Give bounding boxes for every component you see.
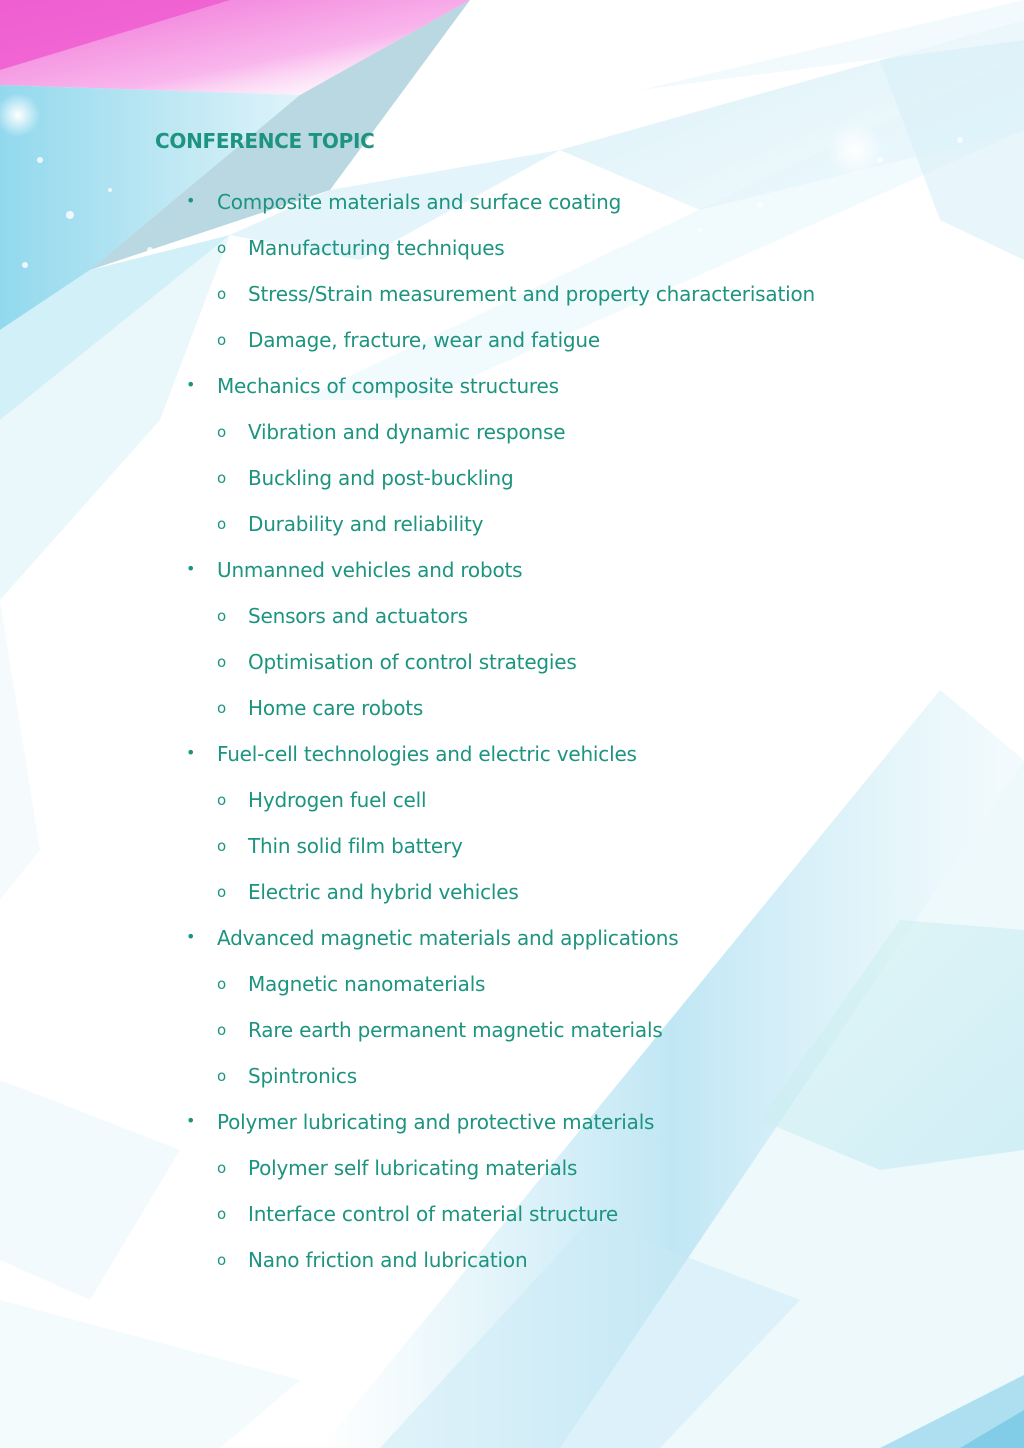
bullet-circle-icon: o <box>217 515 227 533</box>
bullet-dot-icon: • <box>186 1111 196 1130</box>
bullet-circle-icon: o <box>217 699 227 717</box>
bullet-circle-icon: o <box>217 1251 227 1269</box>
topic-label: Fuel-cell technologies and electric vehicles <box>217 742 637 766</box>
subtopic-item <box>0 418 1024 464</box>
subtopic-item <box>0 786 1024 832</box>
subtopic-label: Stress/Strain measurement and property characterisation <box>248 282 815 306</box>
subtopic-item <box>0 1200 1024 1246</box>
subtopic-label: Buckling and post-buckling <box>248 466 514 490</box>
topic-label: Mechanics of composite structures <box>217 374 559 398</box>
topic-label: Advanced magnetic materials and applications <box>217 926 679 950</box>
subtopic-label: Hydrogen fuel cell <box>248 788 427 812</box>
subtopic-label: Nano friction and lubrication <box>248 1248 528 1272</box>
topic-list <box>0 188 1024 1292</box>
bullet-circle-icon: o <box>217 1021 227 1039</box>
bullet-circle-icon: o <box>217 469 227 487</box>
subtopic-label: Polymer self lubricating materials <box>248 1156 578 1180</box>
subtopic-label: Optimisation of control strategies <box>248 650 577 674</box>
subtopic-label: Durability and reliability <box>248 512 484 536</box>
page-title: CONFERENCE TOPIC <box>155 129 375 153</box>
subtopic-item <box>0 280 1024 326</box>
subtopic-item <box>0 970 1024 1016</box>
subtopic-label: Thin solid film battery <box>248 834 463 858</box>
topic-label: Polymer lubricating and protective materials <box>217 1110 655 1134</box>
bullet-dot-icon: • <box>186 743 196 762</box>
bullet-dot-icon: • <box>186 927 196 946</box>
bullet-dot-icon: • <box>186 191 196 210</box>
topic-item <box>0 188 1024 234</box>
subtopic-item <box>0 878 1024 924</box>
subtopic-label: Sensors and actuators <box>248 604 468 628</box>
topic-item <box>0 556 1024 602</box>
bullet-circle-icon: o <box>217 883 227 901</box>
bullet-circle-icon: o <box>217 653 227 671</box>
subtopic-item <box>0 602 1024 648</box>
bullet-circle-icon: o <box>217 239 227 257</box>
topic-item <box>0 740 1024 786</box>
subtopic-label: Rare earth permanent magnetic materials <box>248 1018 663 1042</box>
topic-label: Composite materials and surface coating <box>217 190 622 214</box>
subtopic-item <box>0 1154 1024 1200</box>
subtopic-item <box>0 1246 1024 1292</box>
topic-item <box>0 372 1024 418</box>
bullet-circle-icon: o <box>217 607 227 625</box>
subtopic-item <box>0 832 1024 878</box>
topic-item <box>0 924 1024 970</box>
subtopic-item <box>0 326 1024 372</box>
bullet-circle-icon: o <box>217 285 227 303</box>
subtopic-item <box>0 1062 1024 1108</box>
bullet-circle-icon: o <box>217 1067 227 1085</box>
subtopic-label: Electric and hybrid vehicles <box>248 880 519 904</box>
bullet-circle-icon: o <box>217 1205 227 1223</box>
subtopic-item <box>0 510 1024 556</box>
topic-item <box>0 1108 1024 1154</box>
bullet-circle-icon: o <box>217 1159 227 1177</box>
subtopic-label: Spintronics <box>248 1064 357 1088</box>
bullet-circle-icon: o <box>217 975 227 993</box>
subtopic-item <box>0 1016 1024 1062</box>
bullet-circle-icon: o <box>217 331 227 349</box>
subtopic-label: Vibration and dynamic response <box>248 420 566 444</box>
topic-label: Unmanned vehicles and robots <box>217 558 523 582</box>
subtopic-item <box>0 694 1024 740</box>
subtopic-label: Manufacturing techniques <box>248 236 505 260</box>
bullet-circle-icon: o <box>217 423 227 441</box>
subtopic-label: Damage, fracture, wear and fatigue <box>248 328 600 352</box>
subtopic-item <box>0 234 1024 280</box>
subtopic-label: Home care robots <box>248 696 424 720</box>
bullet-circle-icon: o <box>217 837 227 855</box>
subtopic-item <box>0 648 1024 694</box>
subtopic-item <box>0 464 1024 510</box>
bullet-circle-icon: o <box>217 791 227 809</box>
subtopic-label: Interface control of material structure <box>248 1202 619 1226</box>
bullet-dot-icon: • <box>186 375 196 394</box>
bullet-dot-icon: • <box>186 559 196 578</box>
subtopic-label: Magnetic nanomaterials <box>248 972 486 996</box>
